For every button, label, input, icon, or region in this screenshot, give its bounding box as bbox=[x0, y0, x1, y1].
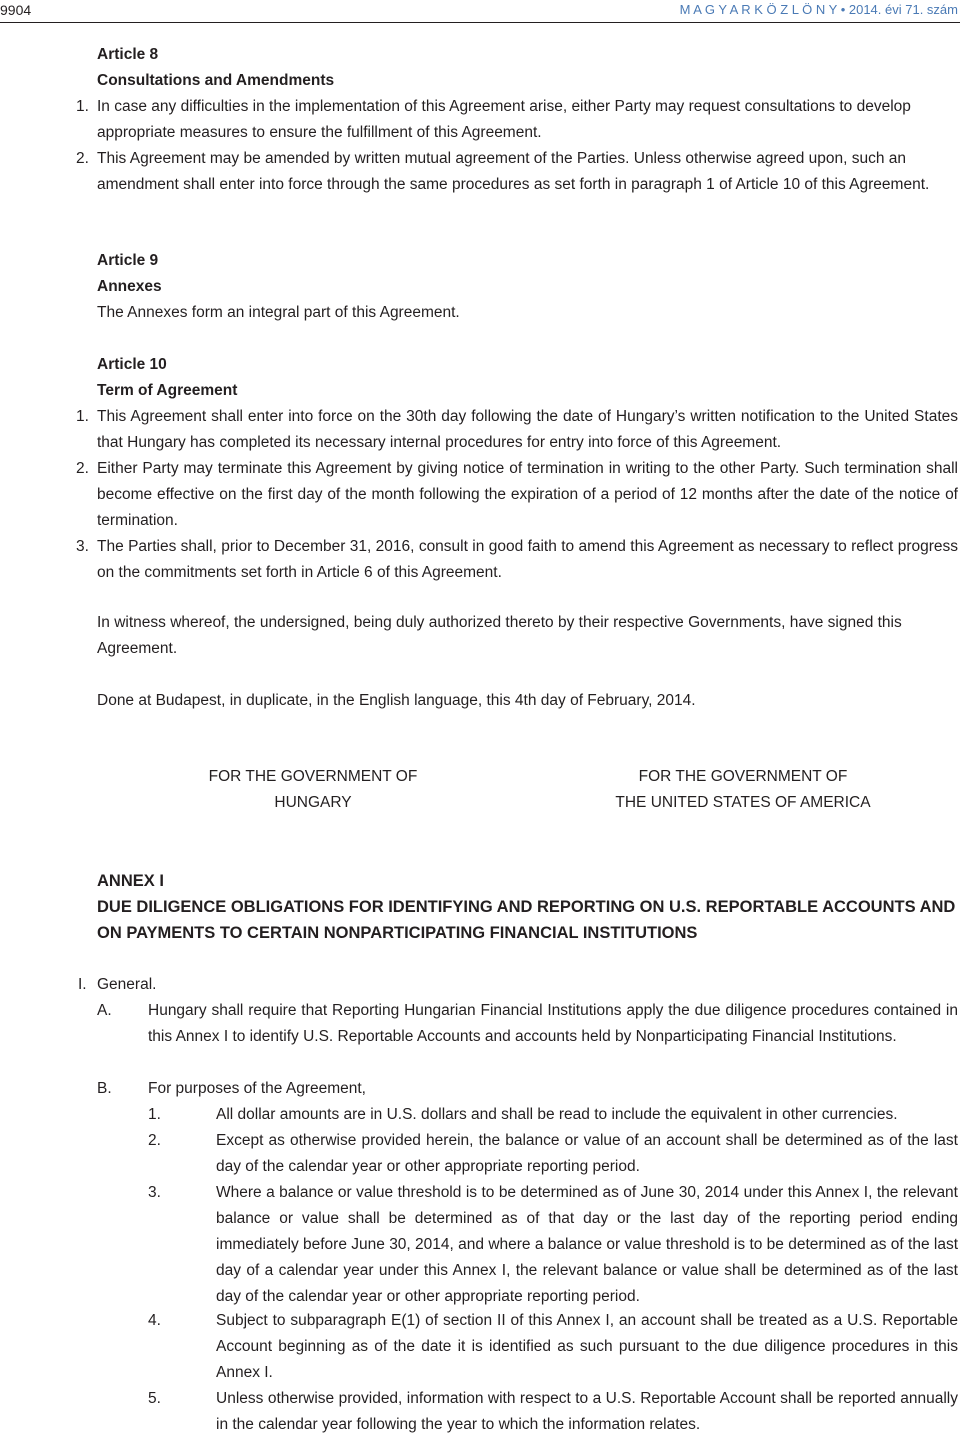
signature-usa-line1: FOR THE GOVERNMENT OF bbox=[638, 768, 848, 785]
signature-block-hungary bbox=[190, 764, 436, 816]
annex-subitem-number: 4. bbox=[148, 1312, 161, 1329]
article-10-p3-number: 3. bbox=[76, 538, 89, 555]
annex-item-b-label: B. bbox=[97, 1080, 112, 1097]
annex-subitem-text: Unless otherwise provided, information with respect to a U.S. Reportable Account shall be reported annually in the calendar year following the year to which the information relates. bbox=[216, 1390, 958, 1433]
header-rule bbox=[0, 22, 960, 23]
page-number: 9904 bbox=[0, 2, 32, 18]
annex-subitem-text: Except as otherwise provided herein, the balance or value of an account shall be determined as of the last day of the calendar year or other appropriate reporting period. bbox=[216, 1132, 958, 1175]
annex-subitem-number: 5. bbox=[148, 1390, 161, 1407]
witness-clause: In witness whereof, the undersigned, being duly authorized thereto by their respective Governments, have signed this Agreement. bbox=[97, 614, 902, 657]
article-9-heading: Article 9 bbox=[97, 252, 159, 269]
signature-usa-line2: THE UNITED STATES OF AMERICA bbox=[615, 794, 871, 811]
article-8-p1: In case any difficulties in the implementation of this Agreement arise, either Party may request consultations to develop appropriate measures to ensure the fulfillment of this Agreement. bbox=[97, 98, 911, 141]
done-at-clause: Done at Budapest, in duplicate, in the English language, this 4th day of February, 2014. bbox=[97, 692, 696, 709]
annex-item-b-text: For purposes of the Agreement, bbox=[148, 1080, 366, 1097]
annex-subitem-text: Subject to subparagraph E(1) of section II of this Annex I, an account shall be treated as a U.S. Reportable Account beginning as of the date it is identified as such pursuant to the due diligence procedures in this Annex I. bbox=[216, 1312, 958, 1381]
annex-title: DUE DILIGENCE OBLIGATIONS FOR IDENTIFYING AND REPORTING ON U.S. REPORTABLE ACCOUNTS AND ON PAYMENTS TO CERTAIN NONPARTICIPATING FINANCIAL INSTITUTIONS bbox=[97, 898, 956, 942]
article-8-heading: Article 8 bbox=[97, 46, 159, 63]
annex-heading: ANNEX I bbox=[97, 872, 164, 890]
article-10-p1-number: 1. bbox=[76, 408, 89, 425]
article-9-title: Annexes bbox=[97, 278, 162, 295]
annex-item-a-text: Hungary shall require that Reporting Hungarian Financial Institutions apply the due diligence procedures contained in this Annex I to identify U.S. Reportable Accounts and accounts held by Nonparticipating Financial Institutions. bbox=[148, 1002, 958, 1045]
signature-hungary-line1: FOR THE GOVERNMENT OF bbox=[208, 768, 418, 785]
article-10-p2-number: 2. bbox=[76, 460, 89, 477]
article-10-p2: Either Party may terminate this Agreement by giving notice of termination in writing to the other Party. Such termination shall become effective on the first day of the month following the expiration of a period of 12 months after the date of the notice of termination. bbox=[97, 460, 958, 529]
annex-section-number: I. bbox=[78, 976, 87, 993]
journal-header: M A G Y A R K Ö Z L Ö N Y • 2014. évi 71. szám bbox=[679, 2, 958, 17]
article-8-p2: This Agreement may be amended by written mutual agreement of the Parties. Unless otherwise agreed upon, such an amendment shall enter into force through the same procedures as set forth in paragraph 1 of Article 10 of this Agreement. bbox=[97, 150, 930, 193]
annex-subitem-number: 3. bbox=[148, 1184, 161, 1201]
annex-subitem-number: 2. bbox=[148, 1132, 161, 1149]
article-8-title: Consultations and Amendments bbox=[97, 72, 335, 89]
signature-hungary-line2: HUNGARY bbox=[274, 794, 352, 811]
article-10-p3: The Parties shall, prior to December 31, 2016, consult in good faith to amend this Agreement as necessary to reflect progress on the commitments set forth in Article 6 of this Agreement. bbox=[97, 538, 958, 581]
annex-subitem-number: 1. bbox=[148, 1106, 161, 1123]
article-8-p1-number: 1. bbox=[76, 98, 89, 115]
annex-item-a-label: A. bbox=[97, 1002, 112, 1019]
article-10-title: Term of Agreement bbox=[97, 382, 238, 399]
article-9-body: The Annexes form an integral part of this Agreement. bbox=[97, 304, 460, 321]
annex-subitem-text: Where a balance or value threshold is to be determined as of June 30, 2014 under this Annex I, the relevant balance or value shall be determined as of that day or the last day of the reporting period ending immediately before June 30, 2014, and where a balance or value threshold is to be determined as of the last day of a calendar year under this Annex I, the relevant balance or value shall be determined as of the last day of the calendar year or other appropriate reporting period. bbox=[216, 1184, 958, 1305]
annex-subitem-text: All dollar amounts are in U.S. dollars and shall be read to include the equivalent in other currencies. bbox=[216, 1106, 898, 1123]
signature-block-usa bbox=[598, 764, 888, 816]
article-10-heading: Article 10 bbox=[97, 356, 167, 373]
article-10-p1: This Agreement shall enter into force on the 30th day following the date of Hungary’s written notification to the United States that Hungary has completed its necessary internal procedures for entry into force of this Agreement. bbox=[97, 408, 958, 451]
article-8-p2-number: 2. bbox=[76, 150, 89, 167]
annex-section-title: General. bbox=[97, 976, 157, 993]
